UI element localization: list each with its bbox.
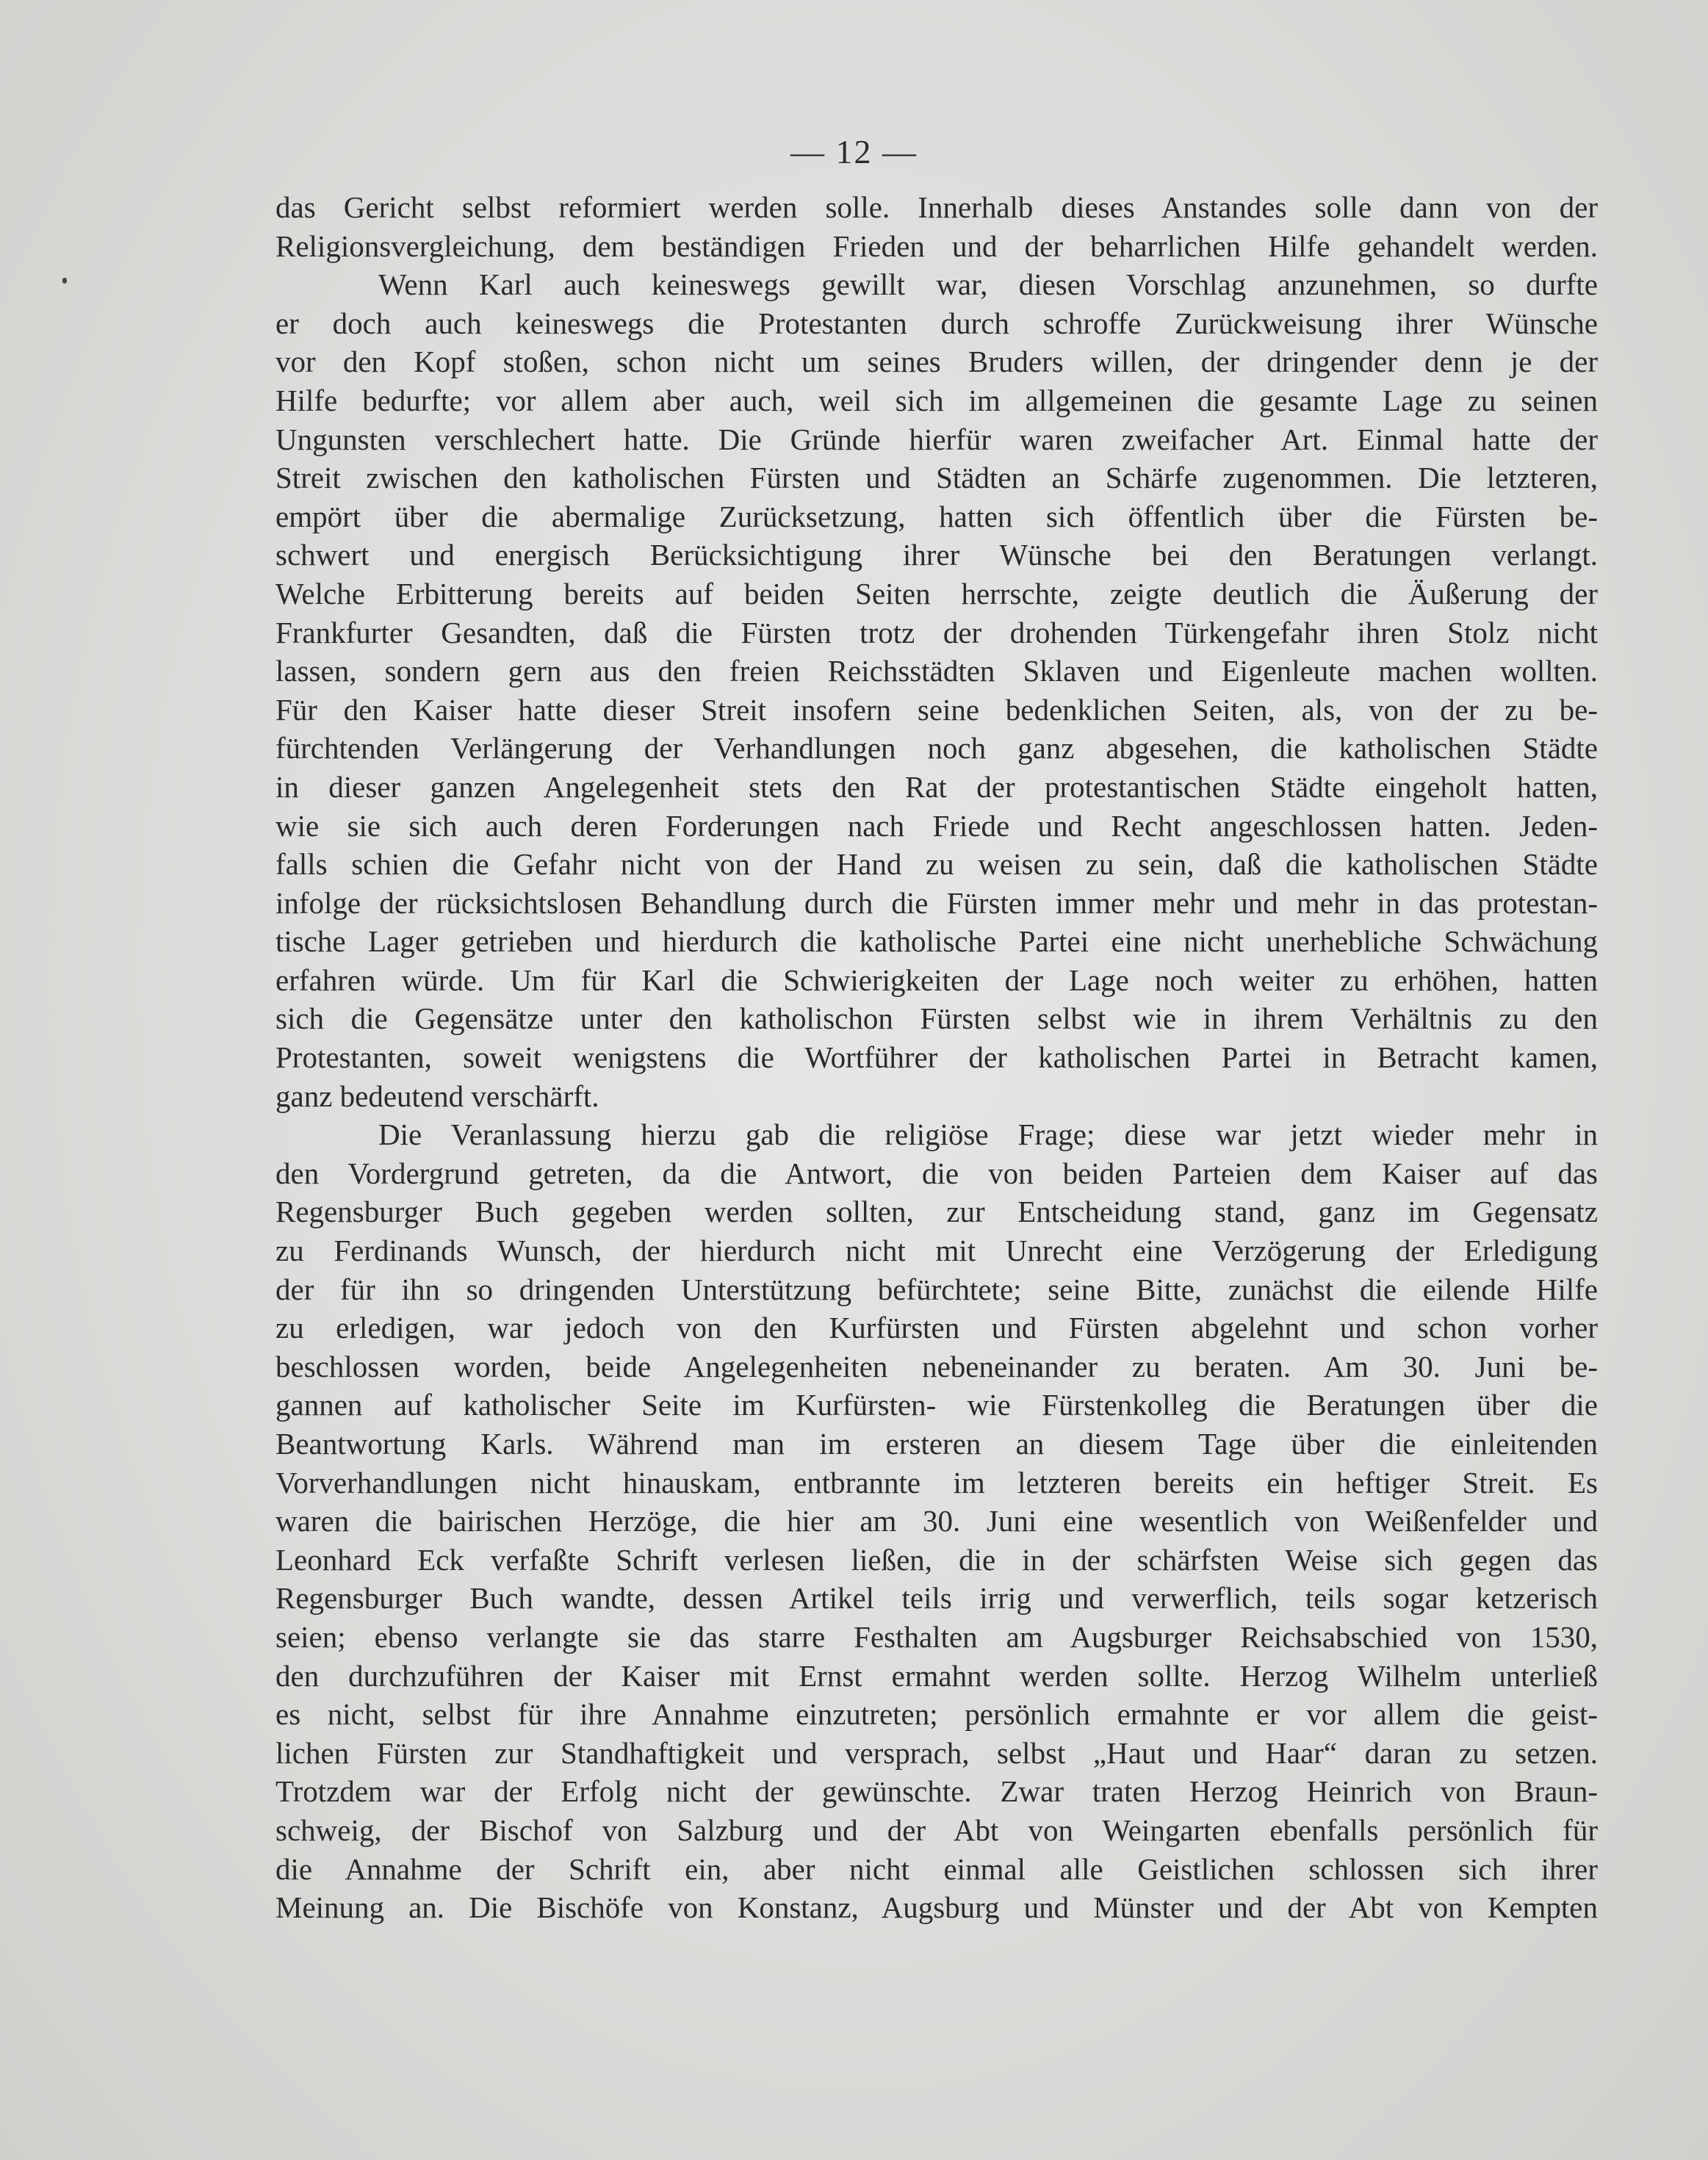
text-line: zu Ferdinands Wunsch, der hierdurch nicht mit Unrecht eine Verzögerung der Erledigung bbox=[275, 1234, 1598, 1268]
text-line: es nicht, selbst für ihre Annahme einzutreten; persönlich ermahnte er vor allem die geist- bbox=[275, 1697, 1598, 1732]
text-line: die Annahme der Schrift ein, aber nicht einmal alle Geistlichen schlossen sich ihrer bbox=[275, 1851, 1598, 1886]
text-line: waren die bairischen Herzöge, die hier am 30. Juni eine wesentlich von Weißenfelder und bbox=[275, 1504, 1598, 1538]
text-line: schweig, der Bischof von Salzburg und der Abt von Weingarten ebenfalls persönlich für bbox=[275, 1812, 1598, 1847]
text-line: infolge der rücksichtslosen Behandlung durch die Fürsten immer mehr und mehr in das protestan- bbox=[275, 885, 1598, 920]
text-line: Hilfe bedurfte; vor allem aber auch, weil sich im allgemeinen die gesamte Lage zu seinen bbox=[275, 383, 1598, 417]
text-line: Beantwortung Karls. Während man im ersteren an diesem Tage über die einleitenden bbox=[275, 1427, 1598, 1461]
text-line: tische Lager getrieben und hierdurch die katholische Partei eine nicht unerhebliche Schwächung bbox=[275, 924, 1598, 959]
paragraph-last-line: ganz bedeutend verschärft. bbox=[275, 1079, 599, 1113]
text-line: zu erledigen, war jedoch von den Kurfürsten und Fürsten abgelehnt und schon vorher bbox=[275, 1311, 1598, 1345]
text-line: schwert und energisch Berücksichtigung ihrer Wünsche bei den Beratungen verlangt. bbox=[275, 538, 1598, 572]
text-line: Regensburger Buch wandte, dessen Artikel teils irrig und verwerflich, teils sogar ketzerisch bbox=[275, 1581, 1598, 1616]
text-line: Welche Erbitterung bereits auf beiden Seiten herrschte, zeigte deutlich die Äußerung der bbox=[275, 576, 1598, 611]
text-line: Trotzdem war der Erfolg nicht der gewünschte. Zwar traten Herzog Heinrich von Braun- bbox=[275, 1774, 1598, 1809]
text-line: Streit zwischen den katholischen Fürsten und Städten an Schärfe zugenommen. Die letzteren, bbox=[275, 461, 1598, 495]
body-text bbox=[275, 188, 1598, 1927]
text-line: lichen Fürsten zur Standhaftigkeit und versprach, selbst „Haut und Haar“ daran zu setzen. bbox=[275, 1735, 1598, 1770]
text-line: Protestanten, soweit wenigstens die Wortführer der katholischen Partei in Betracht kamen, bbox=[275, 1040, 1598, 1075]
text-line: wie sie sich auch deren Forderungen nach Friede und Recht angeschlossen hatten. Jeden- bbox=[275, 808, 1598, 843]
text-line: Für den Kaiser hatte dieser Streit insofern seine bedenklichen Seiten, als, von der zu be- bbox=[275, 692, 1598, 727]
text-line: Meinung an. Die Bischöfe von Konstanz, Augsburg und Münster und der Abt von Kempten bbox=[275, 1890, 1598, 1925]
text-line: er doch auch keineswegs die Protestanten durch schroffe Zurückweisung ihrer Wünsche bbox=[275, 306, 1598, 340]
paragraph-first-line: Die Veranlassung hierzu gab die religiöse Frage; diese war jetzt wieder mehr in bbox=[378, 1117, 1598, 1152]
text-line: der für ihn so dringenden Unterstützung befürchtete; seine Bitte, zunächst die eilende Hilfe bbox=[275, 1272, 1598, 1306]
page-number: — 12 — bbox=[790, 133, 918, 170]
text-line: Religionsvergleichung, dem beständigen Frieden und der beharrlichen Hilfe gehandelt werden. bbox=[275, 228, 1598, 263]
text-line: fürchtenden Verlängerung der Verhandlungen noch ganz abgesehen, die katholischen Städte bbox=[275, 731, 1598, 766]
text-line: Ungunsten verschlechert hatte. Die Gründe hierfür waren zweifacher Art. Einmal hatte der bbox=[275, 422, 1598, 456]
text-line: beschlossen worden, beide Angelegenheiten nebeneinander zu beraten. Am 30. Juni be- bbox=[275, 1349, 1598, 1383]
paragraph-first-line: Wenn Karl auch keineswegs gewillt war, diesen Vorschlag anzunehmen, so durfte bbox=[378, 267, 1598, 302]
text-line: den durchzuführen der Kaiser mit Ernst ermahnt werden sollte. Herzog Wilhelm unterließ bbox=[275, 1658, 1598, 1693]
text-line: das Gericht selbst reformiert werden solle. Innerhalb dieses Anstandes solle dann von der bbox=[275, 190, 1598, 224]
text-line: erfahren würde. Um für Karl die Schwierigkeiten der Lage noch weiter zu erhöhen, hatten bbox=[275, 962, 1598, 997]
text-line: Vorverhandlungen nicht hinauskam, entbrannte im letzteren bereits ein heftiger Streit. Es bbox=[275, 1465, 1598, 1500]
text-line: gannen auf katholischer Seite im Kurfürsten- wie Fürstenkolleg die Beratungen über die bbox=[275, 1388, 1598, 1422]
text-line: Frankfurter Gesandten, daß die Fürsten trotz der drohenden Türkengefahr ihren Stolz nicht bbox=[275, 615, 1598, 649]
text-line: sich die Gegensätze unter den katholischon Fürsten selbst wie in ihrem Verhältnis zu den bbox=[275, 1001, 1598, 1036]
text-line: den Vordergrund getreten, da die Antwort, die von beiden Parteien dem Kaiser auf das bbox=[275, 1156, 1598, 1190]
text-line: lassen, sondern gern aus den freien Reichsstädten Sklaven und Eigenleute machen wollten. bbox=[275, 654, 1598, 688]
text-line: seien; ebenso verlangte sie das starre Festhalten am Augsburger Reichsabschied von 1530, bbox=[275, 1619, 1598, 1654]
text-line: Leonhard Eck verfaßte Schrift verlesen ließen, die in der schärfsten Weise sich gegen das bbox=[275, 1542, 1598, 1577]
text-line: in dieser ganzen Angelegenheit stets den Rat der protestantischen Städte eingeholt hatten, bbox=[275, 769, 1598, 804]
text-line: empört über die abermalige Zurücksetzung, hatten sich öffentlich über die Fürsten be- bbox=[275, 499, 1598, 533]
text-line: falls schien die Gefahr nicht von der Hand zu weisen zu sein, daß die katholischen Städte bbox=[275, 847, 1598, 882]
text-line: Regensburger Buch gegeben werden sollten, zur Entscheidung stand, ganz im Gegensatz bbox=[275, 1195, 1598, 1229]
margin-mark bbox=[62, 278, 67, 284]
text-line: vor den Kopf stoßen, schon nicht um seines Bruders willen, der dringender denn je der bbox=[275, 345, 1598, 379]
